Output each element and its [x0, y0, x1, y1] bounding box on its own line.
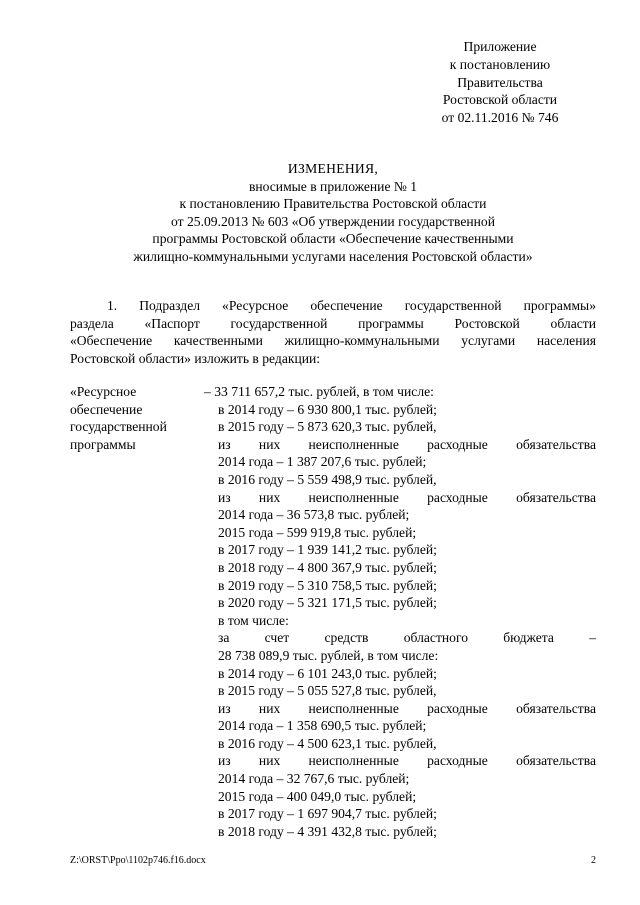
value-line: 2015 года – 400 049,0 тыс. рублей;: [218, 788, 417, 804]
value-line: 2014 года – 32 767,6 тыс. рублей;: [218, 771, 410, 787]
value-line: в 2015 году – 5 873 620,3 тыс. рублей,: [218, 419, 437, 435]
value-line: в 2016 году – 4 500 623,1 тыс. рублей,: [218, 735, 437, 751]
resource-label: [70, 383, 195, 453]
value-line: в 2016 году – 5 559 498,9 тыс. рублей,: [218, 471, 437, 487]
value-line: 2014 года – 1 358 690,5 тыс. рублей;: [218, 718, 427, 734]
appendix-line: Приложение: [463, 39, 537, 54]
value-line: в 2018 году – 4 800 367,9 тыс. рублей;: [218, 559, 437, 575]
paragraph-1: [70, 297, 596, 367]
value-line: за счет средств областного бюджета –: [218, 630, 596, 646]
value-line: из них неисполненные расходные обязательства: [218, 436, 596, 452]
paragraph-line: «Обеспечение качественными жилищно-коммунальными услугами населения: [70, 333, 596, 349]
value-line: 2015 года – 599 919,8 тыс. рублей;: [218, 524, 417, 540]
value-line: 28 738 089,9 тыс. рублей, в том числе:: [218, 647, 439, 663]
value-line: 2014 года – 36 573,8 тыс. рублей;: [218, 507, 410, 523]
value-line: из них неисполненные расходные обязательства: [218, 700, 596, 716]
label-line: государственной: [70, 419, 167, 435]
paragraph-line: Ростовской области» изложить в редакции:: [70, 350, 321, 366]
value-line: из них неисполненные расходные обязательства: [218, 489, 596, 505]
label-line: программы: [70, 436, 136, 452]
value-line: в 2019 году – 5 310 758,5 тыс. рублей;: [218, 577, 437, 593]
value-line: в 2014 году – 6 101 243,0 тыс. рублей;: [218, 665, 437, 681]
value-line: в 2015 году – 5 055 527,8 тыс. рублей,: [218, 683, 437, 699]
value-line: в 2017 году – 1 697 904,7 тыс. рублей;: [218, 806, 437, 822]
value-line: в 2017 году – 1 939 141,2 тыс. рублей;: [218, 542, 437, 558]
appendix-line: от 02.11.2016 № 746: [441, 110, 559, 126]
appendix-line: к постановлению: [449, 56, 551, 72]
value-line: 2014 года – 1 387 207,6 тыс. рублей;: [218, 454, 427, 470]
value-line: в 2014 году – 6 930 800,1 тыс. рублей;: [218, 401, 437, 417]
title-line: программы Ростовской области «Обеспечение качественными: [152, 231, 514, 247]
resource-values: [204, 383, 596, 840]
title-heading: ИЗМЕНЕНИЯ,: [287, 161, 379, 176]
title-line: от 25.09.2013 № 603 «Об утверждении государственной: [171, 213, 495, 229]
title-line: жилищно-коммунальными услугами населения Ростовской области»: [133, 248, 533, 264]
value-line: в 2018 году – 4 391 432,8 тыс. рублей;: [218, 823, 437, 839]
value-line: – 33 711 657,2 тыс. рублей, в том числе:: [204, 384, 434, 399]
appendix-line: Правительства: [457, 74, 543, 90]
label-line: «Ресурсное: [70, 384, 137, 399]
file-path: Z:\ORST\Ppo\1102p746.f16.docx: [70, 855, 206, 866]
title-line: к постановлению Правительства Ростовской области: [179, 196, 487, 212]
paragraph-line: раздела «Паспорт государственной программы Ростовской области: [70, 315, 596, 331]
value-line: из них неисполненные расходные обязательства: [218, 753, 596, 769]
page-number: 2: [591, 855, 596, 866]
title-line: вносимые в приложение № 1: [248, 178, 418, 194]
value-line: в 2020 году – 5 321 171,5 тыс. рублей;: [218, 595, 437, 611]
title-block: [70, 160, 596, 266]
value-line: в том числе:: [218, 612, 289, 628]
appendix-line: Ростовской области: [442, 92, 558, 108]
appendix-block: [400, 38, 600, 127]
label-line: обеспечение: [70, 401, 143, 417]
paragraph-line: 1. Подраздел «Ресурсное обеспечение государственной программы»: [107, 298, 596, 313]
